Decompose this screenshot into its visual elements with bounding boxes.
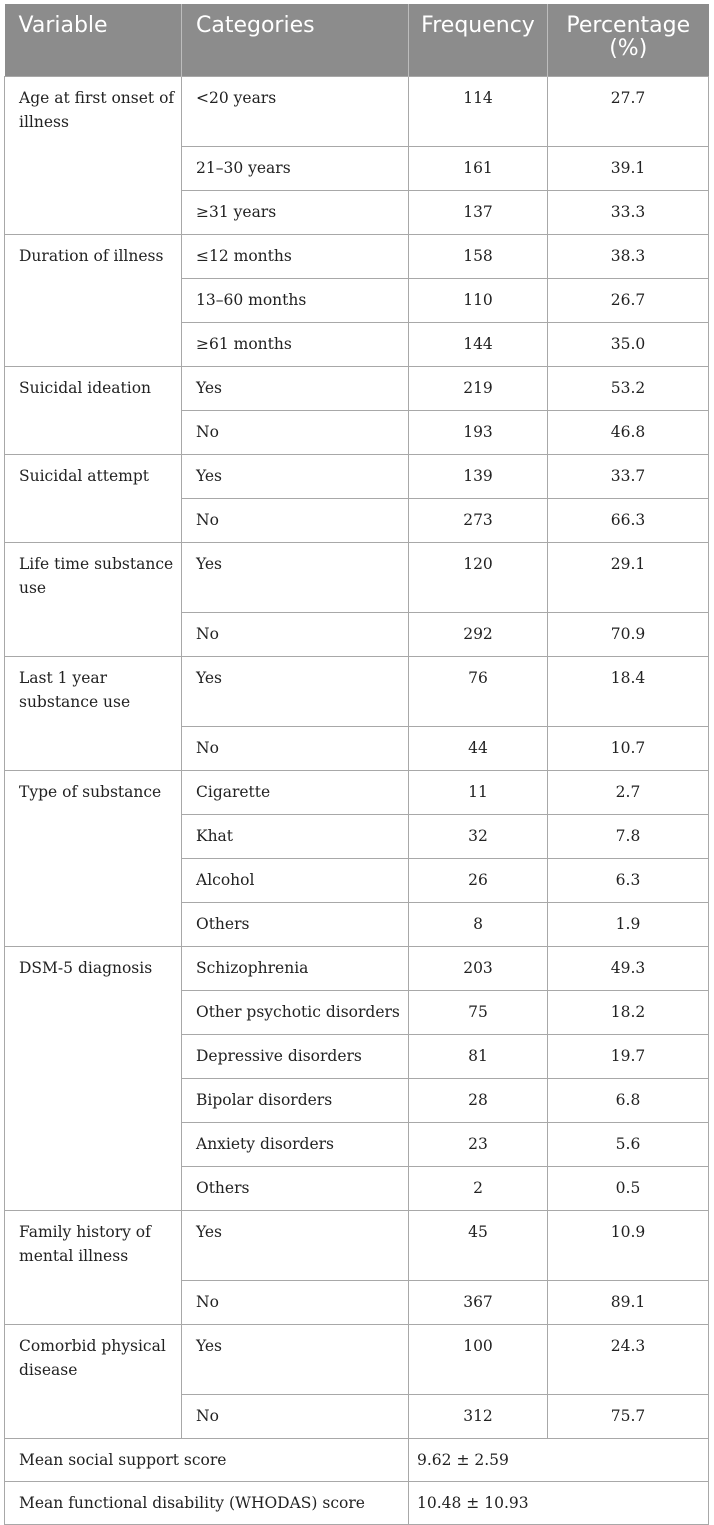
frequency-cell: 219 [409,366,548,410]
category-cell: Others [182,902,409,946]
percentage-cell: 38.3 [548,234,709,278]
frequency-table [4,4,709,1525]
category-cell: No [182,726,409,770]
frequency-cell: 76 [409,656,548,726]
category-cell: Bipolar disorders [182,1078,409,1122]
category-cell: Yes [182,1210,409,1280]
category-cell: No [182,612,409,656]
table-row [5,542,709,612]
frequency-cell: 367 [409,1280,548,1324]
frequency-cell: 203 [409,946,548,990]
category-cell: Depressive disorders [182,1034,409,1078]
header-variable: Variable [5,4,182,76]
table-row [5,656,709,726]
percentage-cell: 0.5 [548,1166,709,1210]
percentage-cell: 49.3 [548,946,709,990]
percentage-cell: 2.7 [548,770,709,814]
header-frequency: Frequency [409,4,548,76]
summary-value: 9.62 ± 2.59 [409,1438,709,1481]
percentage-cell: 24.3 [548,1324,709,1394]
table-row [5,454,709,498]
variable-cell: DSM-5 diagnosis [5,946,182,1210]
percentage-cell: 46.8 [548,410,709,454]
percentage-cell: 66.3 [548,498,709,542]
category-cell: No [182,498,409,542]
frequency-cell: 26 [409,858,548,902]
table-row [5,1210,709,1280]
category-cell: Cigarette [182,770,409,814]
frequency-cell: 100 [409,1324,548,1394]
table-row [5,1324,709,1394]
percentage-cell: 35.0 [548,322,709,366]
frequency-cell: 45 [409,1210,548,1280]
percentage-cell: 26.7 [548,278,709,322]
percentage-cell: 75.7 [548,1394,709,1438]
percentage-cell: 10.9 [548,1210,709,1280]
frequency-cell: 137 [409,190,548,234]
percentage-cell: 70.9 [548,612,709,656]
header-row [5,4,709,76]
category-cell: No [182,1280,409,1324]
variable-cell: Age at first onset of illness [5,76,182,234]
table-row [5,366,709,410]
frequency-cell: 312 [409,1394,548,1438]
category-cell: ≤12 months [182,234,409,278]
frequency-cell: 28 [409,1078,548,1122]
frequency-cell: 81 [409,1034,548,1078]
table-row [5,946,709,990]
summary-label: Mean social support score [5,1438,409,1481]
variable-cell: Suicidal attempt [5,454,182,542]
category-cell: Yes [182,542,409,612]
frequency-cell: 2 [409,1166,548,1210]
variable-cell: Life time substance use [5,542,182,656]
summary-row [5,1438,709,1481]
percentage-cell: 33.3 [548,190,709,234]
category-cell: Schizophrenia [182,946,409,990]
frequency-cell: 44 [409,726,548,770]
percentage-cell: 27.7 [548,76,709,146]
header-percentage: Percentage (%) [548,4,709,76]
percentage-cell: 89.1 [548,1280,709,1324]
frequency-cell: 161 [409,146,548,190]
frequency-cell: 114 [409,76,548,146]
summary-value: 10.48 ± 10.93 [409,1481,709,1524]
table-row [5,770,709,814]
variable-cell: Suicidal ideation [5,366,182,454]
frequency-cell: 32 [409,814,548,858]
percentage-cell: 6.3 [548,858,709,902]
percentage-cell: 33.7 [548,454,709,498]
category-cell: Khat [182,814,409,858]
percentage-cell: 53.2 [548,366,709,410]
frequency-cell: 120 [409,542,548,612]
category-cell: Anxiety disorders [182,1122,409,1166]
variable-cell: Last 1 year substance use [5,656,182,770]
frequency-cell: 75 [409,990,548,1034]
category-cell: Yes [182,1324,409,1394]
category-cell: Other psychotic disorders [182,990,409,1034]
percentage-cell: 18.2 [548,990,709,1034]
frequency-cell: 292 [409,612,548,656]
table-row [5,76,709,146]
variable-cell: Comorbid physical disease [5,1324,182,1438]
frequency-cell: 139 [409,454,548,498]
category-cell: <20 years [182,76,409,146]
category-cell: No [182,1394,409,1438]
frequency-cell: 8 [409,902,548,946]
category-cell: Alcohol [182,858,409,902]
percentage-cell: 18.4 [548,656,709,726]
category-cell: 13–60 months [182,278,409,322]
percentage-cell: 1.9 [548,902,709,946]
header-categories: Categories [182,4,409,76]
frequency-cell: 158 [409,234,548,278]
table-body [5,76,709,1524]
percentage-cell: 7.8 [548,814,709,858]
category-cell: Yes [182,454,409,498]
category-cell: 21–30 years [182,146,409,190]
category-cell: No [182,410,409,454]
frequency-cell: 11 [409,770,548,814]
percentage-cell: 39.1 [548,146,709,190]
category-cell: Others [182,1166,409,1210]
percentage-cell: 10.7 [548,726,709,770]
summary-row [5,1481,709,1524]
percentage-cell: 19.7 [548,1034,709,1078]
percentage-cell: 29.1 [548,542,709,612]
category-cell: Yes [182,366,409,410]
category-cell: Yes [182,656,409,726]
frequency-cell: 23 [409,1122,548,1166]
percentage-cell: 5.6 [548,1122,709,1166]
variable-cell: Family history of mental illness [5,1210,182,1324]
table-row [5,234,709,278]
category-cell: ≥61 months [182,322,409,366]
summary-label: Mean functional disability (WHODAS) score [5,1481,409,1524]
frequency-cell: 193 [409,410,548,454]
frequency-cell: 144 [409,322,548,366]
variable-cell: Type of substance [5,770,182,946]
variable-cell: Duration of illness [5,234,182,366]
percentage-cell: 6.8 [548,1078,709,1122]
category-cell: ≥31 years [182,190,409,234]
frequency-cell: 273 [409,498,548,542]
frequency-cell: 110 [409,278,548,322]
